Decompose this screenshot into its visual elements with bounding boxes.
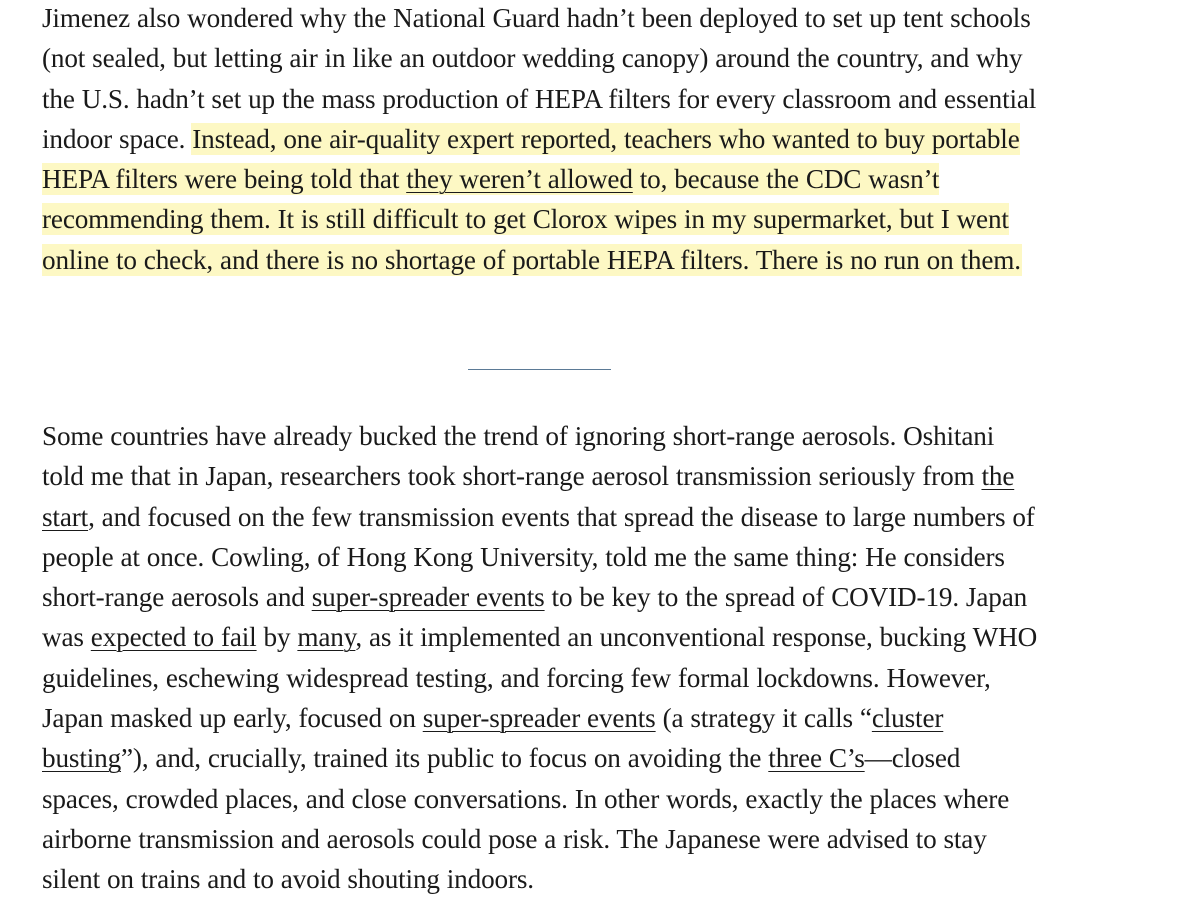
paragraph-text: Jimenez also wondered why the National Guard hadn’t been deployed to set up tent schools (not sealed, but letting air in like an outdoor wedding canopy) around the country, and why the U.S. hadn’t set up the mass production of HEPA filters for every classroom and essential indoor space. [42, 3, 1037, 154]
highlighted-passage [42, 124, 1021, 275]
link-super-spreader-events[interactable]: super-spreader events [311, 582, 545, 613]
paragraph-text: by [263, 622, 291, 653]
link-super-spreader-events-2[interactable]: super-spreader events [422, 703, 656, 734]
link-cluster-busting[interactable]: cluster busting [42, 703, 944, 774]
paragraph-text: (a strategy it calls “ [662, 703, 872, 734]
paragraph-text: to be key to the spread of COVID-19. Japan was [42, 582, 1028, 653]
highlighted-text: Instead, one air-quality expert reported, teachers who wanted to buy portable HEPA filters were being told that [42, 123, 1020, 195]
paragraph-text: —closed spaces, crowded places, and close conversations. In other words, exactly the places where airborne transmission and aerosols could pose a risk. The Japanese were advised to stay silent on trains and to avoid shouting indoors. [42, 743, 1010, 895]
paragraph-text: , as it implemented an unconventional response, bucking WHO guidelines, eschewing widespread testing, and forcing few formal lockdowns. However, Japan masked up early, focused on [42, 622, 1038, 734]
link-the-start[interactable]: the start [42, 461, 1015, 532]
paragraph-text: , and focused on the few transmission events that spread the disease to large numbers of people at once. Cowling, of Hong Kong University, told me the same thing: He considers short-range aerosols and [42, 501, 1035, 613]
link-they-werent-allowed[interactable]: they weren’t allowed [406, 164, 633, 195]
paragraph-text: Some countries have already bucked the trend of ignoring short-range aerosols. Oshitani told me that in Japan, researchers took short-range aerosol transmission seriously from [42, 421, 995, 492]
paragraph-text: ”), and, crucially, trained its public to focus on avoiding the [121, 743, 762, 774]
link-expected-to-fail[interactable]: expected to fail [90, 622, 257, 653]
paragraph-hepa-filters [42, 0, 1042, 280]
section-divider [468, 369, 611, 370]
link-many[interactable]: many [297, 622, 356, 653]
link-three-cs[interactable]: three C’s [768, 743, 865, 774]
paragraph-japan [42, 416, 1042, 900]
highlighted-text: to, because the CDC wasn’t recommending them. It is still difficult to get Clorox wipes in my supermarket, but I went online to check, and there is no shortage of portable HEPA filters. There is no run on them. [42, 164, 1021, 275]
